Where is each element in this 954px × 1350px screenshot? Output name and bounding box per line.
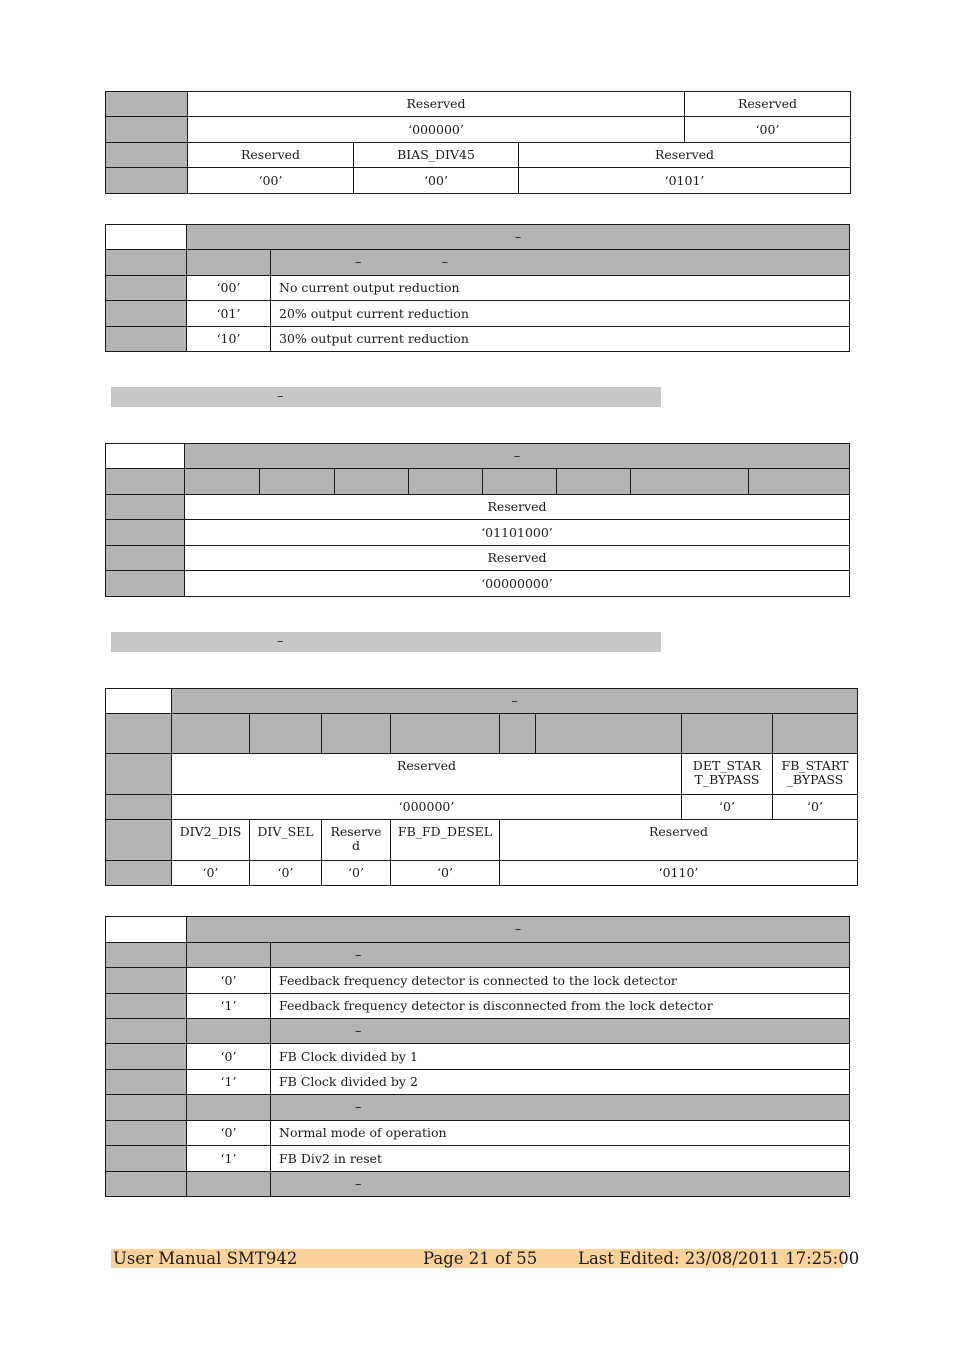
row-label	[106, 469, 185, 495]
row-label	[106, 861, 172, 886]
description-cell: Normal mode of operation	[271, 1121, 850, 1146]
fb-start-bypass-cell: FB_START _BYPASS	[773, 754, 858, 795]
value-cell: ‘0’	[187, 1121, 271, 1146]
row-label	[106, 571, 185, 597]
row-label	[106, 276, 187, 301]
div2-dis-cell: DIV2_DIS	[172, 820, 250, 861]
row-label	[106, 327, 187, 352]
value-cell: ‘10’	[187, 327, 271, 352]
row-label	[106, 1121, 187, 1146]
default-value-cell: ‘00’	[188, 168, 354, 194]
row-label	[106, 795, 172, 820]
register-table-feedback	[105, 688, 858, 886]
default-value-cell: ‘00’	[354, 168, 519, 194]
column-header	[187, 250, 271, 276]
bit-header	[409, 469, 483, 495]
default-value-cell: ‘0’	[250, 861, 322, 886]
row-label	[106, 520, 185, 546]
column-header: –	[271, 1019, 850, 1044]
row-label	[106, 754, 172, 795]
reserved-cell: Reserve d	[322, 820, 391, 861]
register-table-reserved	[105, 443, 850, 597]
column-header	[187, 1019, 271, 1044]
description-cell: 20% output current reduction	[271, 301, 850, 327]
table-header: –	[187, 917, 850, 943]
det-start-bypass-cell: DET_STAR T_BYPASS	[682, 754, 773, 795]
default-value-cell: ‘0’	[322, 861, 391, 886]
default-value-cell: ‘000000’	[188, 117, 685, 143]
footer-page-number: Page 21 of 55	[423, 1249, 538, 1268]
value-cell: ‘1’	[187, 994, 271, 1019]
reserved-cell: Reserved	[519, 143, 851, 168]
bit-header	[250, 714, 322, 754]
row-label	[106, 820, 172, 861]
row-label	[106, 1019, 187, 1044]
footer-title: User Manual SMT942	[113, 1249, 298, 1268]
table-header: –	[172, 689, 858, 714]
default-value-cell: ‘0’	[391, 861, 500, 886]
row-label	[106, 1070, 187, 1095]
section-heading-bar: –	[111, 632, 661, 652]
header-corner	[106, 917, 187, 943]
column-header	[187, 1172, 271, 1197]
bit-header	[682, 714, 773, 754]
value-cell: ‘1’	[187, 1070, 271, 1095]
bit-header	[557, 469, 631, 495]
bit-header	[185, 469, 260, 495]
page-footer	[111, 1249, 860, 1268]
reserved-cell: Reserved	[500, 820, 858, 861]
default-value-cell: ‘000000’	[172, 795, 682, 820]
section-heading-bar: –	[111, 387, 661, 407]
value-cell: ‘01’	[187, 301, 271, 327]
fb-fd-desel-cell: FB_FD_DESEL	[391, 820, 500, 861]
row-label	[106, 943, 187, 968]
description-cell: No current output reduction	[271, 276, 850, 301]
description-cell: FB Div2 in reset	[271, 1146, 850, 1172]
row-label	[106, 301, 187, 327]
table-header: –	[187, 225, 850, 250]
header-corner	[106, 689, 172, 714]
bit-header	[749, 469, 850, 495]
bias-div45-cell: BIAS_DIV45	[354, 143, 519, 168]
bit-header	[391, 714, 500, 754]
description-cell: Feedback frequency detector is disconnected from the lock detector	[271, 994, 850, 1019]
reserved-cell: Reserved	[188, 143, 354, 168]
value-cell: ‘1’	[187, 1146, 271, 1172]
table-header: –	[185, 444, 850, 469]
description-cell: Feedback frequency detector is connected to the lock detector	[271, 968, 850, 994]
row-label	[106, 495, 185, 520]
bit-header	[322, 714, 391, 754]
column-header: –	[271, 1095, 850, 1121]
value-cell: ‘00’	[187, 276, 271, 301]
row-label	[106, 168, 188, 194]
row-label	[106, 714, 172, 754]
description-cell: FB Clock divided by 2	[271, 1070, 850, 1095]
bit-header	[335, 469, 409, 495]
default-value-cell: ‘0’	[682, 795, 773, 820]
bit-header	[536, 714, 682, 754]
register-table-bias	[105, 91, 851, 194]
row-label	[106, 1044, 187, 1070]
bias-div45-description-table	[105, 224, 850, 352]
feedback-description-table	[105, 916, 850, 1197]
column-header: –	[271, 1172, 850, 1197]
div-sel-cell: DIV_SEL	[250, 820, 322, 861]
description-cell: 30% output current reduction	[271, 327, 850, 352]
reserved-cell: Reserved	[685, 92, 851, 117]
header-corner	[106, 225, 187, 250]
row-label	[106, 143, 188, 168]
value-cell: ‘0’	[187, 968, 271, 994]
value-cell: ‘0’	[187, 1044, 271, 1070]
footer-last-edited: Last Edited: 23/08/2011 17:25:00	[578, 1249, 860, 1268]
default-value-cell: ‘0’	[172, 861, 250, 886]
row-label	[106, 1095, 187, 1121]
header-corner	[106, 444, 185, 469]
bit-header	[260, 469, 335, 495]
default-value-cell: ‘0101’	[519, 168, 851, 194]
default-value-cell: ‘0110’	[500, 861, 858, 886]
bit-header	[500, 714, 536, 754]
bit-header	[631, 469, 749, 495]
row-label	[106, 117, 188, 143]
reserved-cell: Reserved	[185, 495, 850, 520]
row-label	[106, 250, 187, 276]
bit-header	[172, 714, 250, 754]
reserved-cell: Reserved	[172, 754, 682, 795]
row-label	[106, 1146, 187, 1172]
default-value-cell: ‘01101000’	[185, 520, 850, 546]
default-value-cell: ‘00’	[685, 117, 851, 143]
row-label	[106, 546, 185, 571]
reserved-cell: Reserved	[185, 546, 850, 571]
column-header: –	[271, 943, 850, 968]
default-value-cell: ‘00000000’	[185, 571, 850, 597]
row-label	[106, 1172, 187, 1197]
bit-header	[773, 714, 858, 754]
reserved-cell: Reserved	[188, 92, 685, 117]
column-header	[187, 1095, 271, 1121]
default-value-cell: ‘0’	[773, 795, 858, 820]
column-header: – –	[271, 250, 850, 276]
description-cell: FB Clock divided by 1	[271, 1044, 850, 1070]
row-label	[106, 994, 187, 1019]
column-header	[187, 943, 271, 968]
bit-header	[483, 469, 557, 495]
row-label	[106, 968, 187, 994]
row-label	[106, 92, 188, 117]
